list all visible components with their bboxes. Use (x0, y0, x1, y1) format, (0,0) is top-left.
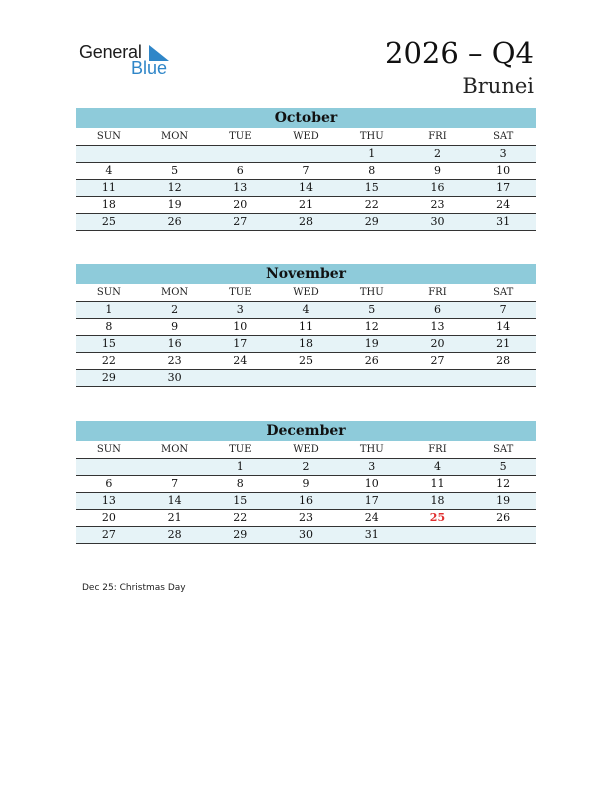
weekday-label: FRI (428, 287, 447, 298)
weekday-label: SUN (96, 444, 121, 455)
day-cell: 18 (101, 198, 116, 211)
day-cell: 3 (368, 460, 376, 473)
week-row (76, 353, 536, 370)
day-cell (405, 527, 471, 543)
day-cell: 9 (433, 164, 441, 177)
day-cell: 20 (233, 198, 248, 211)
day-cell: 24 (496, 198, 511, 211)
day-cell: 13 (101, 494, 116, 507)
day-cell: 14 (496, 320, 511, 333)
week-row (76, 214, 536, 231)
weekday-label: MON (160, 131, 189, 142)
day-cell: 16 (430, 181, 445, 194)
weekday-label: SAT (493, 287, 514, 298)
month-header: October (76, 108, 536, 128)
day-cell: 23 (430, 198, 445, 211)
day-cell: 5 (499, 460, 507, 473)
week-row (76, 370, 536, 387)
weekday-label: MON (160, 444, 189, 455)
day-cell: 10 (364, 477, 379, 490)
day-cell: 15 (364, 181, 379, 194)
day-cell: 3 (236, 303, 244, 316)
day-cell: 16 (299, 494, 314, 507)
day-cell: 29 (101, 371, 116, 384)
day-cell: 4 (302, 303, 310, 316)
day-cell: 23 (167, 354, 182, 367)
week-row (76, 510, 536, 527)
day-cell: 22 (101, 354, 116, 367)
day-cell: 28 (167, 528, 182, 541)
day-cell: 6 (433, 303, 441, 316)
day-cell: 30 (430, 215, 445, 228)
week-row (76, 476, 536, 493)
day-cell: 9 (302, 477, 310, 490)
day-cell: 19 (167, 198, 182, 211)
day-cell: 5 (171, 164, 179, 177)
weekday-header-row (76, 441, 536, 459)
weekday-label: FRI (428, 131, 447, 142)
day-cell (339, 370, 405, 386)
week-row (76, 180, 536, 197)
day-cell: 12 (364, 320, 379, 333)
general-blue-logo (79, 40, 179, 80)
day-cell: 27 (430, 354, 445, 367)
day-cell: 11 (299, 320, 314, 333)
day-cell: 28 (496, 354, 511, 367)
day-cell: 18 (299, 337, 314, 350)
day-cell: 5 (368, 303, 376, 316)
weekday-label: THU (359, 287, 384, 298)
month-header: December (76, 421, 536, 441)
day-cell: 3 (499, 147, 507, 160)
day-cell: 31 (496, 215, 511, 228)
weekday-label: WED (293, 444, 319, 455)
day-cell: 12 (167, 181, 182, 194)
day-cell: 7 (302, 164, 310, 177)
day-cell: 17 (496, 181, 511, 194)
day-cell: 21 (496, 337, 511, 350)
week-row (76, 336, 536, 353)
weekday-label: TUE (229, 444, 252, 455)
day-cell: 26 (167, 215, 182, 228)
day-cell: 27 (233, 215, 248, 228)
day-cell: 1 (236, 460, 244, 473)
country-name: Brunei (462, 74, 534, 98)
day-cell (76, 146, 142, 162)
month-calendar-october (76, 108, 536, 231)
day-cell: 19 (496, 494, 511, 507)
day-cell: 31 (364, 528, 379, 541)
day-cell: 19 (364, 337, 379, 350)
day-cell (405, 370, 471, 386)
weekday-label: THU (359, 444, 384, 455)
day-cell: 29 (364, 215, 379, 228)
month-header: November (76, 264, 536, 284)
day-cell: 17 (233, 337, 248, 350)
day-cell (470, 370, 536, 386)
day-cell: 21 (167, 511, 182, 524)
holiday-day-cell: 25 (429, 511, 446, 524)
day-cell (273, 370, 339, 386)
day-cell (207, 146, 273, 162)
day-cell: 7 (499, 303, 507, 316)
weekday-header-row (76, 284, 536, 302)
day-cell: 20 (101, 511, 116, 524)
day-cell: 4 (105, 164, 113, 177)
day-cell: 11 (101, 181, 116, 194)
weekday-label: THU (359, 131, 384, 142)
day-cell: 12 (496, 477, 511, 490)
day-cell: 25 (101, 215, 116, 228)
day-cell: 15 (101, 337, 116, 350)
logo-blue-text: Blue (131, 58, 168, 78)
day-cell: 2 (433, 147, 441, 160)
week-row (76, 527, 536, 544)
day-cell: 4 (433, 460, 441, 473)
holiday-note: Dec 25: Christmas Day (82, 583, 186, 593)
day-cell (207, 370, 273, 386)
month-calendar-december (76, 421, 536, 544)
day-cell: 8 (368, 164, 376, 177)
day-cell: 10 (233, 320, 248, 333)
week-row (76, 163, 536, 180)
day-cell (142, 146, 208, 162)
day-cell: 14 (299, 181, 314, 194)
day-cell: 11 (430, 477, 445, 490)
day-cell (470, 527, 536, 543)
day-cell: 7 (171, 477, 179, 490)
day-cell: 24 (233, 354, 248, 367)
week-row (76, 146, 536, 163)
week-row (76, 493, 536, 510)
weekday-label: FRI (428, 444, 447, 455)
day-cell: 2 (171, 303, 179, 316)
day-cell: 27 (101, 528, 116, 541)
day-cell: 9 (171, 320, 179, 333)
day-cell (273, 146, 339, 162)
weekday-label: TUE (229, 131, 252, 142)
day-cell: 24 (364, 511, 379, 524)
logo-general-text: General (79, 42, 142, 62)
day-cell (76, 459, 142, 475)
day-cell: 22 (233, 511, 248, 524)
weekday-label: TUE (229, 287, 252, 298)
weekday-label: SAT (493, 444, 514, 455)
day-cell: 8 (105, 320, 113, 333)
weekday-label: WED (293, 287, 319, 298)
day-cell: 25 (299, 354, 314, 367)
day-cell: 29 (233, 528, 248, 541)
day-cell: 15 (233, 494, 248, 507)
weekday-label: MON (160, 287, 189, 298)
week-row (76, 459, 536, 476)
day-cell (142, 459, 208, 475)
day-cell: 13 (233, 181, 248, 194)
day-cell: 30 (299, 528, 314, 541)
day-cell: 17 (364, 494, 379, 507)
day-cell: 6 (236, 164, 244, 177)
day-cell: 18 (430, 494, 445, 507)
weekday-label: SUN (96, 287, 121, 298)
day-cell: 23 (299, 511, 314, 524)
day-cell: 2 (302, 460, 310, 473)
day-cell: 28 (299, 215, 314, 228)
weekday-label: SAT (493, 131, 514, 142)
day-cell: 13 (430, 320, 445, 333)
day-cell: 30 (167, 371, 182, 384)
day-cell: 26 (364, 354, 379, 367)
weekday-label: SUN (96, 131, 121, 142)
weekday-header-row (76, 128, 536, 146)
day-cell: 8 (236, 477, 244, 490)
day-cell: 16 (167, 337, 182, 350)
day-cell: 14 (167, 494, 182, 507)
day-cell: 10 (496, 164, 511, 177)
day-cell: 1 (368, 147, 376, 160)
weekday-label: WED (293, 131, 319, 142)
day-cell: 20 (430, 337, 445, 350)
day-cell: 22 (364, 198, 379, 211)
week-row (76, 197, 536, 214)
week-row (76, 302, 536, 319)
day-cell: 1 (105, 303, 113, 316)
month-calendar-november (76, 264, 536, 387)
page-title: 2026 – Q4 (385, 36, 534, 70)
day-cell: 26 (496, 511, 511, 524)
day-cell: 6 (105, 477, 113, 490)
week-row (76, 319, 536, 336)
day-cell: 21 (299, 198, 314, 211)
